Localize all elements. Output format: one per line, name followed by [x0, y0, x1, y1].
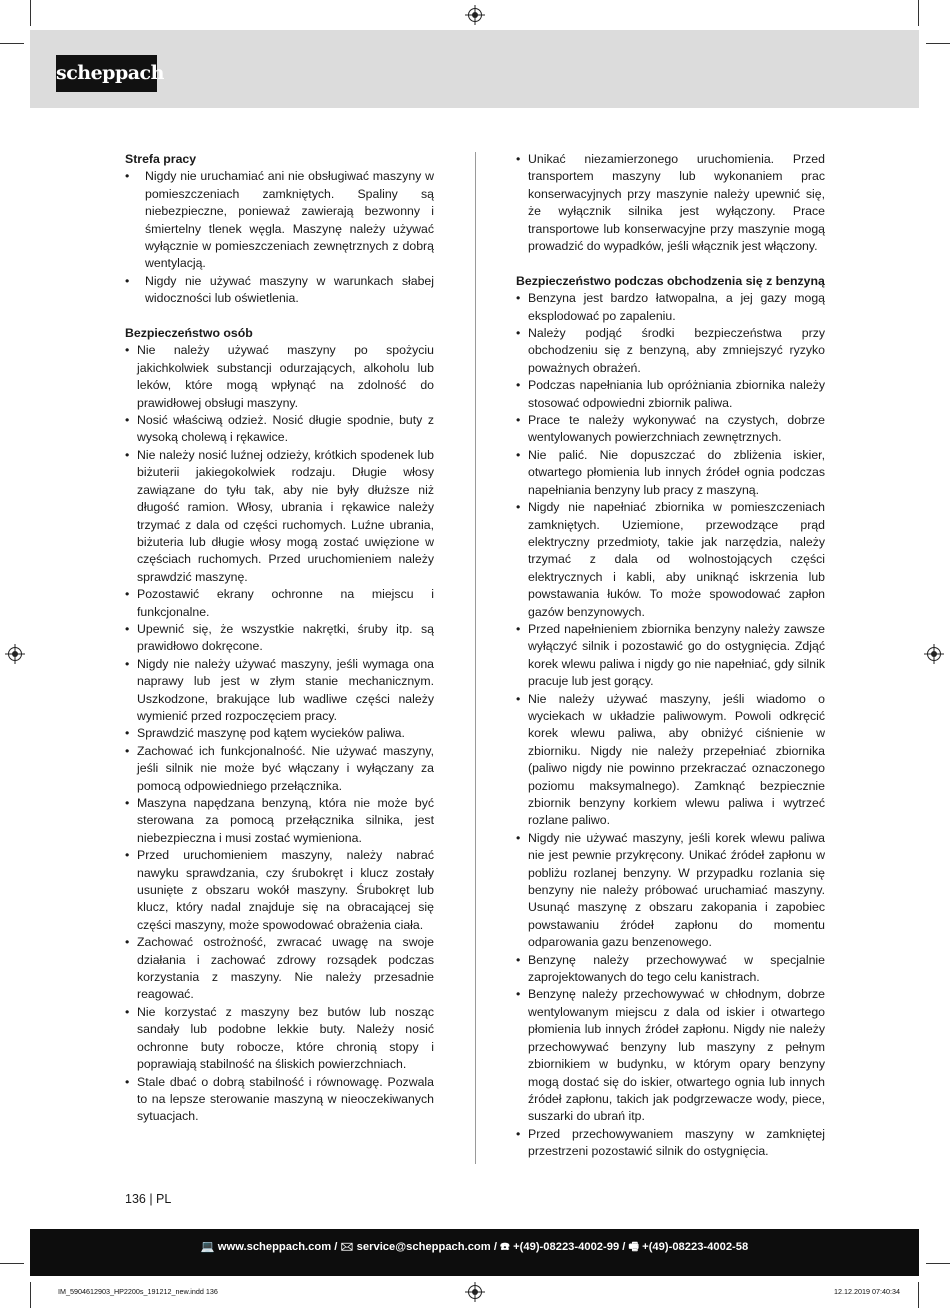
list-item: • Pozostawić ekrany ochronne na miejscu i funkcjonalne.: [125, 587, 434, 619]
crop-mark: [918, 1282, 919, 1308]
crop-mark: [918, 0, 919, 26]
list-item: • Upewnić się, że wszystkie nakrętki, śruby itp. są prawidłowo dokręcone.: [125, 621, 434, 654]
list-item: • Podczas napełniania lub opróżniania zbiornika należy stosować odpowiedni zbiornik paliwa.: [516, 378, 825, 410]
registration-mark-icon: [468, 8, 482, 22]
bullet-icon: •: [125, 273, 130, 288]
bullet-icon: •: [516, 378, 521, 393]
bullet-icon: •: [516, 1126, 521, 1141]
bullet-icon: •: [125, 796, 130, 811]
print-slug-file: IM_5904612903_HP2200s_191212_new.indd 136: [58, 1287, 218, 1296]
bullet-icon: •: [125, 343, 130, 358]
bullet-icon: •: [516, 413, 521, 428]
registration-mark-icon: [8, 647, 22, 661]
page-number: 136 | PL: [125, 1192, 172, 1206]
bullet-icon: •: [516, 952, 521, 967]
print-slug-date: 12.12.2019 07:40:34: [834, 1287, 900, 1296]
left-column: [125, 151, 434, 1126]
bullet-icon: •: [125, 169, 130, 184]
bullet-icon: •: [125, 621, 130, 636]
list-item: • Nie palić. Nie dopuszczać do zbliżenia iskier, otwartego płomienia lub innych źródeł ognia podczas napełniania benzyny lub pracy z maszyną.: [516, 447, 825, 497]
bullet-icon: •: [125, 743, 130, 758]
section-heading-work-area: Strefa pracy: [125, 152, 197, 166]
list-item: • Unikać niezamierzonego uruchomienia. Przed transportem maszyny lub wykonaniem prac konserwacyjnych przy maszynie należy upewnić się, że wyłącznik silnika jest wyłączony. Prace transportowe lub konserwacyjne przy maszynie mogą prowadzić do wypadków, jeśli włącznik jest włączony.: [516, 152, 825, 254]
list-item: • Nigdy nie używać maszyny, jeśli korek wlewu paliwa nie jest pewnie przykręcony. Unikać źródeł zapłonu w pobliżu rozlanej benzyny. W przypadku rozlania się benzyny nie należy próbować uruchamiać maszyny. Usunąć maszynę z obszaru zakopania i zapobiec powstawaniu źródeł zapłonu do momentu odparowania gazu benzenowego.: [516, 830, 825, 950]
bullet-icon: •: [516, 326, 521, 341]
bullet-icon: •: [516, 447, 521, 462]
list-item: • Przed uruchomieniem maszyny, należy nabrać nawyku sprawdzania, czy śrubokręt i klucz zostały usunięte z obszaru wokół maszyny. Śrubokręt lub klucz, który nadal znajduje się na obracającej się części maszyny, może spowodować obrażenia ciała.: [125, 848, 434, 932]
column-divider: [475, 152, 476, 1164]
crop-mark: [926, 1263, 950, 1264]
list-item: • Przed napełnieniem zbiornika benzyny należy zawsze wyłączyć silnik i pozostawić go do ostygnięcia. Zdjąć korek wlewu paliwa i nigdy go nie napełniać, gdy silnik pracuje lub jest gorący.: [516, 621, 825, 689]
list-item: • Nie korzystać z maszyny bez butów lub nosząc sandały lub podobne lekkie buty. Należy nosić ochronne buty robocze, które chronią stopy i poprawiają stabilność na śliskich powierzchniach.: [125, 1004, 434, 1072]
bullet-icon: •: [125, 447, 130, 462]
list-item: • Benzyna jest bardzo łatwopalna, a jej gazy mogą eksplodować po zapaleniu.: [516, 291, 825, 323]
list-item: • Nigdy nie używać maszyny w warunkach słabej widoczności lub oświetlenia.: [125, 273, 434, 306]
registration-mark-icon: [468, 1285, 482, 1299]
intro-list: [516, 151, 825, 255]
crop-mark: [0, 43, 24, 44]
contact-footer: [30, 1229, 919, 1276]
bullet-icon: •: [125, 726, 130, 741]
list-item: • Nigdy nie napełniać zbiornika w pomieszczeniach zamkniętych. Uziemione, przewodzące prąd elektryczny przedmioty, takie jak narzędzia, należy trzymać z dala od wolnostojących części elektrycznych i kabli, aby uniknąć iskrzenia lub powstawania łuków. To może spowodować zapłon gazów benzynowych.: [516, 500, 825, 619]
list-item: • Benzynę należy przechowywać w chłodnym, dobrze wentylowanym miejscu z dala od iskier i otwartego płomienia lub innych źródeł zapłonu. Nigdy nie należy przechowywać benzyny lub maszyny z pełnym zbiornikiem w budynku, w którym opary benzyny mogą dostać się do iskier, otwartego ognia lub innych źródeł zapłonu, takich jak podgrzewacze wody, piece, suszarki do ubrań itp.: [516, 987, 825, 1124]
crop-mark: [30, 1282, 31, 1308]
list-item: • Maszyna napędzana benzyną, która nie może być sterowana za pomocą przełącznika silnika, jest niebezpieczna i musi zostać wymieniona.: [125, 796, 434, 845]
list-item: • Nigdy nie uruchamiać ani nie obsługiwać maszyny w pomieszczeniach zamkniętych. Spaliny są niebezpieczne, ponieważ zawierają bezwonny i śmiertelny tlenek węgla. Maszynę należy używać wyłącznie w pomieszczeniach zewnętrznych z dobrą wentylacją.: [125, 169, 434, 271]
list-item: • Należy podjąć środki bezpieczeństwa przy obchodzeniu się z benzyną, aby zmniejszyć ryzyko poważnych obrażeń.: [516, 326, 825, 375]
list-item: • Prace te należy wykonywać na czystych, dobrze wentylowanych powierzchniach zewnętrznych.: [516, 413, 825, 445]
bullet-icon: •: [516, 691, 521, 706]
bullet-icon: •: [516, 987, 521, 1002]
list-item: • Nie należy nosić luźnej odzieży, krótkich spodenek lub biżuterii jakiegokolwiek rodzaju. Długie włosy zawiązane do tyłu tak, aby nie były dłuższe niż długość ramion. Włosy, ubrania i rękawice należy trzymać z dala od części ruchomych. Luźne ubrania, biżuteria lub długie włosy mogą zostać uwięzione w częściach ruchomych. Przed uruchomieniem należy sprawdzić maszynę.: [125, 447, 434, 584]
bullet-icon: •: [516, 152, 521, 166]
bullet-icon: •: [516, 621, 521, 636]
crop-mark: [0, 1263, 24, 1264]
bullet-icon: •: [516, 830, 521, 845]
crop-mark: [926, 43, 950, 44]
bullet-icon: •: [125, 587, 130, 602]
list-item: • Sprawdzić maszynę pod kątem wycieków paliwa.: [125, 725, 434, 742]
right-column: [516, 151, 825, 1161]
section-heading-personal-safety: Bezpieczeństwo osób: [125, 326, 253, 341]
list-item: • Nie należy używać maszyny po spożyciu jakichkolwiek substancji odurzających, alkoholu lub leków, które mogą wpłynąć na zdolność do prawidłowej obsługi maszyny.: [125, 343, 434, 410]
list-item: • Nie należy używać maszyny, jeśli wiadomo o wyciekach w układzie paliwowym. Powoli odkręcić korek wlewu paliwa, aby obniżyć ciśnienie w zbiorniku. Nigdy nie należy przepełniać zbiornika (paliwo nigdy nie powinno przekraczać oznaczonego poziomu maksymalnego). Zamknąć bezpiecznie zbiornik benzyny korkiem wlewu paliwa i wytrzeć rozlane paliwo.: [516, 691, 825, 828]
list-item: • Stale dbać o dobrą stabilność i równowagę. Pozwala to na lepsze sterowanie maszyną w nieoczekiwanych sytuacjach.: [125, 1074, 434, 1124]
petrol-safety-list: [516, 290, 825, 1160]
personal-safety-list: [125, 342, 434, 1125]
list-item: • Zachować ich funkcjonalność. Nie używać maszyny, jeśli silnik nie może być włączany i wyłączany za pomocą odpowiedniego przełącznika.: [125, 743, 434, 793]
list-item: • Nigdy nie należy używać maszyny, jeśli wymaga ona naprawy lub jest w złym stanie mechanicznym. Uszkodzone, brakujące lub wadliwe części należy wymienić przed rozpoczęciem pracy.: [125, 656, 434, 723]
bullet-icon: •: [125, 1074, 130, 1089]
brand-logo: scheppach: [56, 55, 157, 92]
list-item: • Zachować ostrożność, zwracać uwagę na swoje działania i zachować zdrowy rozsądek podczas korzystania z maszyny. Nie należy przesadnie reagować.: [125, 935, 434, 1002]
bullet-icon: •: [125, 413, 130, 428]
section-heading-petrol-safety: Bezpieczeństwo podczas obchodzenia się z benzyną: [516, 273, 825, 288]
bullet-icon: •: [516, 500, 521, 515]
bullet-icon: •: [125, 1004, 130, 1019]
page-header: [30, 30, 919, 108]
list-item: • Przed przechowywaniem maszyny w zamkniętej przestrzeni pozostawić silnik do ostygnięcia.: [516, 1126, 825, 1159]
bullet-icon: •: [125, 935, 130, 950]
work-area-list: [125, 168, 434, 307]
bullet-icon: •: [516, 291, 521, 306]
crop-mark: [30, 0, 31, 26]
bullet-icon: •: [125, 848, 130, 863]
list-item: • Benzynę należy przechowywać w specjalnie zaprojektowanych do tego celu kanistrach.: [516, 952, 825, 985]
list-item: • Nosić właściwą odzież. Nosić długie spodnie, buty z wysoką cholewą i rękawice.: [125, 413, 434, 445]
footer-contact-text: 💻 www.scheppach.com / 🖂 service@scheppach.com / ☎ +(49)-08223-4002-99 / 🖷 +(49)-08223-4002-58: [200, 1241, 749, 1253]
bullet-icon: •: [125, 656, 130, 671]
registration-mark-icon: [927, 647, 941, 661]
